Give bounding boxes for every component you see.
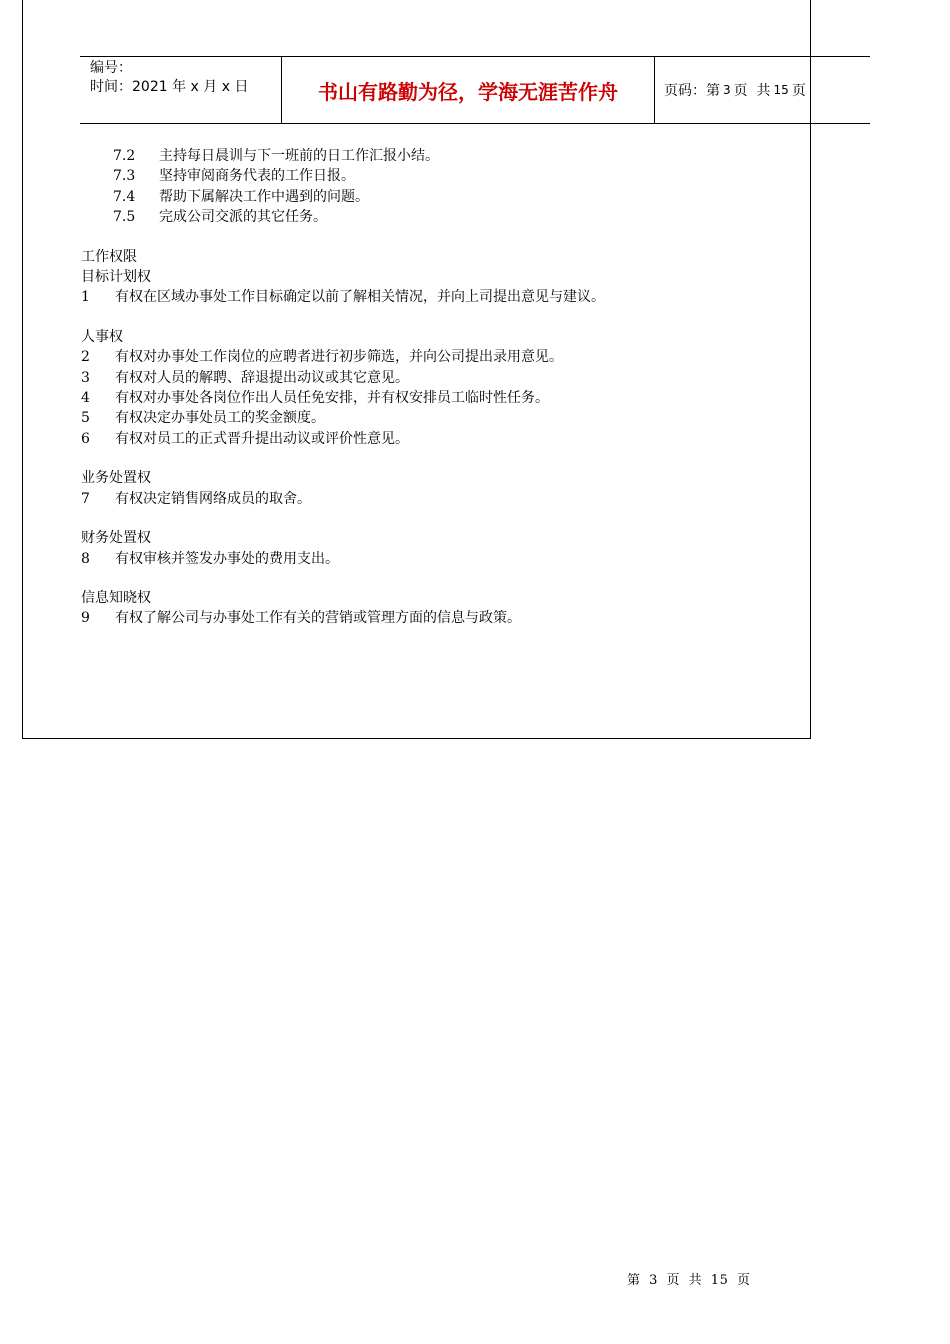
authority-item xyxy=(81,429,801,449)
duty-item xyxy=(81,166,801,186)
page-mid: 页 共 xyxy=(733,83,771,99)
item-text: 有权对办事处工作岗位的应聘者进行初步筛选，并向公司提出录用意见。 xyxy=(115,349,563,366)
duty-text: 主持每日晨训与下一班前的日工作汇报小结。 xyxy=(159,148,439,164)
duty-number: 7.2 xyxy=(113,148,136,164)
duty-number: 7.5 xyxy=(113,209,136,226)
authority-title: 工作权限 xyxy=(81,248,137,265)
page-total: 15 xyxy=(773,83,789,97)
section-title: 信息知晓权 xyxy=(81,589,151,606)
item-number: 6 xyxy=(81,430,90,447)
item-number: 3 xyxy=(81,369,90,386)
page-prefix: 页码：第 xyxy=(664,83,720,99)
authority-item xyxy=(81,388,801,408)
duty-item xyxy=(81,146,801,166)
item-number: 9 xyxy=(81,610,90,627)
page-suffix: 页 xyxy=(791,83,806,99)
duty-number: 7.4 xyxy=(113,188,136,205)
item-number: 5 xyxy=(81,410,90,427)
duty-number: 7.3 xyxy=(113,168,136,185)
section-title: 目标计划权 xyxy=(81,269,151,286)
header-meta xyxy=(90,59,248,97)
item-number: 8 xyxy=(81,550,90,567)
item-text: 有权了解公司与办事处工作有关的营销或管理方面的信息与政策。 xyxy=(115,610,521,627)
item-number: 4 xyxy=(81,390,90,407)
item-text: 有权在区域办事处工作目标确定以前了解相关情况，并向上司提出意见与建议。 xyxy=(115,289,605,306)
page-footer: 第 3 页 共 15 页 xyxy=(627,1273,751,1288)
section-title: 人事权 xyxy=(81,328,123,345)
header-page-info xyxy=(664,57,806,123)
item-number: 7 xyxy=(81,490,90,507)
authority-item xyxy=(81,489,801,509)
item-text: 有权对人员的解聘、辞退提出动议或其它意见。 xyxy=(115,369,409,386)
section-title: 业务处置权 xyxy=(81,470,151,487)
document-number-label: 编号： xyxy=(90,60,132,76)
header-divider xyxy=(654,57,655,123)
duty-item xyxy=(81,187,801,207)
item-text: 有权审核并签发办事处的费用支出。 xyxy=(115,550,339,567)
item-text: 有权对员工的正式晋升提出动议或评价性意见。 xyxy=(115,430,409,447)
document-body xyxy=(81,146,801,629)
section-title: 财务处置权 xyxy=(81,530,151,547)
duty-text: 完成公司交派的其它任务。 xyxy=(159,209,327,226)
authority-item xyxy=(81,368,801,388)
item-text: 有权对办事处各岗位作出人员任免安排，并有权安排员工临时性任务。 xyxy=(115,390,549,407)
document-date: 时间：2021 年 x 月 x 日 xyxy=(90,79,249,95)
authority-item xyxy=(81,347,801,367)
page-current: 3 xyxy=(723,83,731,97)
authority-item xyxy=(81,549,801,569)
header-motto: 书山有路勤为径，学海无涯苦作舟 xyxy=(318,79,618,104)
authority-item xyxy=(81,608,801,628)
item-number: 1 xyxy=(81,289,90,306)
document-header xyxy=(80,56,870,124)
authority-item xyxy=(81,408,801,428)
authority-item xyxy=(81,287,801,307)
duty-item xyxy=(81,207,801,227)
item-text: 有权决定销售网络成员的取舍。 xyxy=(115,490,311,507)
item-number: 2 xyxy=(81,349,90,366)
duty-text: 帮助下属解决工作中遇到的问题。 xyxy=(159,188,369,205)
duty-text: 坚持审阅商务代表的工作日报。 xyxy=(159,168,355,185)
item-text: 有权决定办事处员工的奖金额度。 xyxy=(115,410,325,427)
